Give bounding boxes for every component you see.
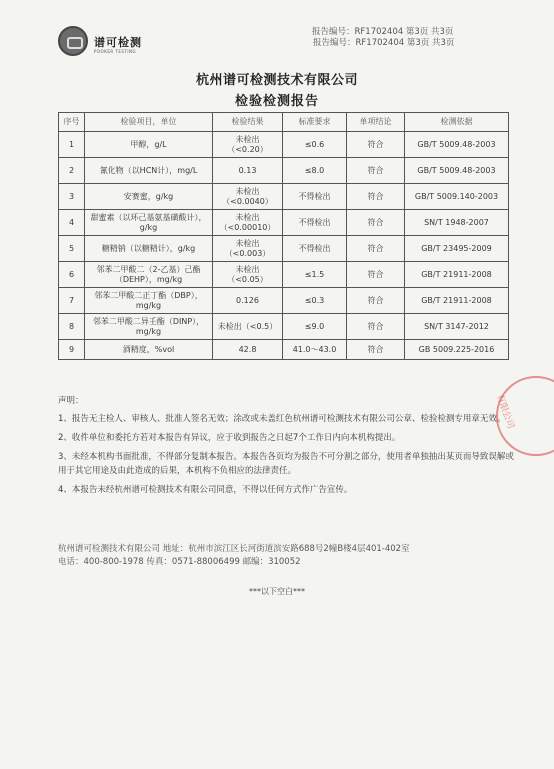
- header-result: 检验结果: [213, 113, 283, 132]
- row-number: 6: [59, 262, 85, 288]
- item-conclusion: 符合: [347, 184, 405, 210]
- header-conclusion: 单项结论: [347, 113, 405, 132]
- item-conclusion: 符合: [347, 314, 405, 340]
- test-result: 未检出 （<0.20）: [213, 132, 283, 158]
- table-row: [59, 314, 509, 340]
- standard-requirement: 不得检出: [283, 184, 347, 210]
- test-result: 未检出 （<0.05）: [213, 262, 283, 288]
- header-method: 检测依据: [405, 113, 509, 132]
- declaration: [58, 394, 518, 502]
- standard-requirement: ≤0.6: [283, 132, 347, 158]
- test-result: 未检出 （<0.003）: [213, 236, 283, 262]
- end-of-content-mark: ***以下空白***: [249, 587, 305, 596]
- header-item: 检验项目，单位: [85, 113, 213, 132]
- report-title: 检验检测报告: [234, 94, 319, 109]
- table-row: [59, 158, 509, 184]
- item-conclusion: 符合: [347, 262, 405, 288]
- declaration-item: 2、收件单位和委托方若对本报告有异议，应于收到报告之日起7个工作日内向本机构提出。: [58, 433, 401, 443]
- test-item: 氰化物（以HCN计），mg/L: [85, 158, 213, 184]
- logo-name: 谱可检测: [94, 36, 142, 49]
- row-number: 4: [59, 210, 85, 236]
- report-number-line-1: 报告编号：RF1702404 第3页 共3页: [312, 27, 454, 37]
- standard-requirement: 41.0～43.0: [283, 340, 347, 360]
- row-number: 8: [59, 314, 85, 340]
- test-item: 甲醇，g/L: [85, 132, 213, 158]
- results-table: [58, 112, 509, 360]
- company-title: 杭州谱可检测技术有限公司: [195, 73, 358, 88]
- test-method: GB/T 5009.48-2003: [405, 132, 509, 158]
- declaration-item: 3、未经本机构书面批准，不得部分复制本报告。本报告各页均为报告不可分割之部分，使用者单独抽出某页而导致误解或用于其它用途及由此造成的后果，本机构不负相应的法律责任。: [58, 452, 514, 476]
- header-no: 序号: [59, 113, 85, 132]
- test-item: 邻苯二甲酸二正丁酯（DBP），mg/kg: [85, 288, 213, 314]
- test-item: 糖精钠（以糖精计），g/kg: [85, 236, 213, 262]
- footer-contact: 电话：400-800-1978 传真：0571-88006499 邮编：310052: [58, 557, 301, 567]
- test-result: 0.126: [213, 288, 283, 314]
- test-method: GB/T 21911-2008: [405, 288, 509, 314]
- standard-requirement: ≤9.0: [283, 314, 347, 340]
- row-number: 9: [59, 340, 85, 360]
- table-row: [59, 236, 509, 262]
- table-row: [59, 340, 509, 360]
- table-header-row: [59, 113, 509, 132]
- standard-requirement: ≤8.0: [283, 158, 347, 184]
- standard-requirement: ≤1.5: [283, 262, 347, 288]
- test-method: GB 5009.225-2016: [405, 340, 509, 360]
- test-result: 未检出 （<0.00010）: [213, 210, 283, 236]
- row-number: 1: [59, 132, 85, 158]
- test-item: 酒精度，%vol: [85, 340, 213, 360]
- item-conclusion: 符合: [347, 288, 405, 314]
- table-row: [59, 184, 509, 210]
- item-conclusion: 符合: [347, 340, 405, 360]
- item-conclusion: 符合: [347, 210, 405, 236]
- test-result: 未检出（<0.5）: [213, 314, 283, 340]
- report-number-line-2: 报告编号：RF1702404 第3页 共3页: [313, 38, 455, 48]
- item-conclusion: 符合: [347, 158, 405, 184]
- item-conclusion: 符合: [347, 132, 405, 158]
- standard-requirement: ≤0.3: [283, 288, 347, 314]
- test-result: 未检出 （<0.0040）: [213, 184, 283, 210]
- declaration-item: 1、报告无主检人、审核人、批准人签名无效；涂改或未盖红色杭州谱可检测技术有限公司公章、检验检测专用章无效。: [58, 414, 506, 424]
- test-method: SN/T 1948-2007: [405, 210, 509, 236]
- company-footer: [58, 543, 518, 569]
- test-method: GB/T 5009.140-2003: [405, 184, 509, 210]
- table-row: [59, 262, 509, 288]
- test-method: GB/T 5009.48-2003: [405, 158, 509, 184]
- test-item: 安赛蜜，g/kg: [85, 184, 213, 210]
- test-item: 邻苯二甲酸二（2-乙基）己酯（DEHP），mg/kg: [85, 262, 213, 288]
- row-number: 3: [59, 184, 85, 210]
- table-row: [59, 288, 509, 314]
- test-item: 邻苯二甲酸二异壬酯（DINP），mg/kg: [85, 314, 213, 340]
- company-logo: [58, 26, 158, 60]
- table-row: [59, 132, 509, 158]
- row-number: 7: [59, 288, 85, 314]
- test-method: SN/T 3147-2012: [405, 314, 509, 340]
- footer-address: 杭州谱可检测技术有限公司 地址：杭州市滨江区长河街道滨安路688号2幢B楼4层401-402室: [58, 544, 410, 554]
- logo-subtitle: POOKER TESTING: [94, 49, 137, 54]
- test-item: 甜蜜素（以环己基氨基磺酸计），g/kg: [85, 210, 213, 236]
- test-method: GB/T 23495-2009: [405, 236, 509, 262]
- header-requirement: 标准要求: [283, 113, 347, 132]
- standard-requirement: 不得检出: [283, 236, 347, 262]
- table-row: [59, 210, 509, 236]
- test-result: 0.13: [213, 158, 283, 184]
- test-result: 42.8: [213, 340, 283, 360]
- standard-requirement: 不得检出: [283, 210, 347, 236]
- item-conclusion: 符合: [347, 236, 405, 262]
- declaration-item: 4、本报告未经杭州谱可检测技术有限公司同意，不得以任何方式作广告宣传。: [58, 485, 353, 495]
- test-method: GB/T 21911-2008: [405, 262, 509, 288]
- row-number: 2: [59, 158, 85, 184]
- seal-text: 有限公司: [493, 393, 516, 431]
- row-number: 5: [59, 236, 85, 262]
- logo-emblem-icon: [58, 26, 88, 56]
- declaration-heading: 声明：: [58, 396, 84, 406]
